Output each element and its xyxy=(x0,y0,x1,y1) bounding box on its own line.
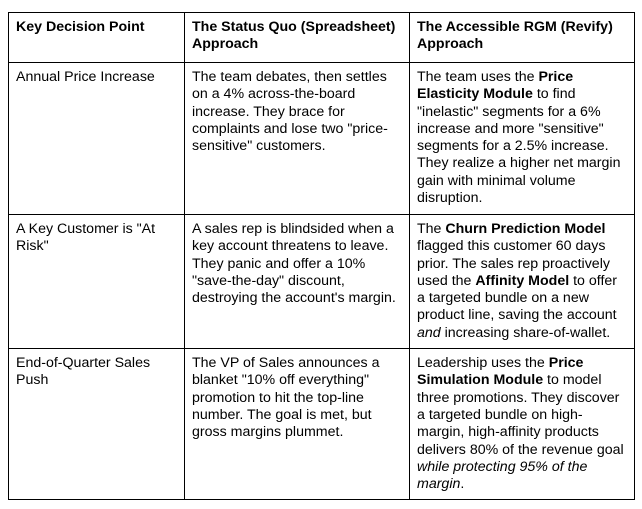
table-row xyxy=(9,63,635,215)
header-decision-point: Key Decision Point xyxy=(9,13,185,63)
decision-cell: Annual Price Increase xyxy=(9,63,185,215)
module-name: Price Simulation Module xyxy=(417,355,584,389)
status-quo-cell: The VP of Sales announces a blanket "10% off everything" promotion to hit the top-line number. The goal is met, but gross margins plummet. xyxy=(185,349,410,500)
comparison-table xyxy=(8,12,635,500)
module-name: Affinity Model xyxy=(475,272,570,289)
status-quo-cell: The team debates, then settles on a 4% across-the-board increase. They brace for complaints and lose two "price-sensitive" customers. xyxy=(185,63,410,215)
header-status-quo: The Status Quo (Spreadsheet) Approach xyxy=(185,13,410,63)
table-row xyxy=(9,349,635,500)
table-row xyxy=(9,215,635,349)
status-quo-cell: A sales rep is blindsided when a key account threatens to leave. They panic and offer a 10% "save-the-day" discount, destroying the account's margin. xyxy=(185,215,410,349)
header-row xyxy=(9,13,635,63)
decision-cell: End-of-Quarter Sales Push xyxy=(9,349,185,500)
module-name: Price Elasticity Module xyxy=(417,69,574,103)
emphasis: and xyxy=(417,324,441,341)
header-revify: The Accessible RGM (Revify) Approach xyxy=(410,13,635,63)
module-name: Churn Prediction Model xyxy=(445,221,606,237)
emphasis: while protecting 95% of the margin xyxy=(417,458,588,493)
revify-cell: Leadership uses the Price Simulation Module to model three promotions. They discover a targeted bundle on high-margin, high-affinity products delivers 80% of the revenue goal while protecting 95% of the margin. xyxy=(410,349,635,500)
decision-cell: A Key Customer is "At Risk" xyxy=(9,215,185,349)
revify-cell: The Churn Prediction Model flagged this customer 60 days prior. The sales rep proactively used the Affinity Model to offer a targeted bundle on a new product line, saving the account and increasing share-of-wallet. xyxy=(410,215,635,349)
revify-cell: The team uses the Price Elasticity Module to find "inelastic" segments for a 6% increase and more "sensitive" segments for a 2.5% increase. They realize a higher net margin gain with minimal volume disruption. xyxy=(410,63,635,215)
